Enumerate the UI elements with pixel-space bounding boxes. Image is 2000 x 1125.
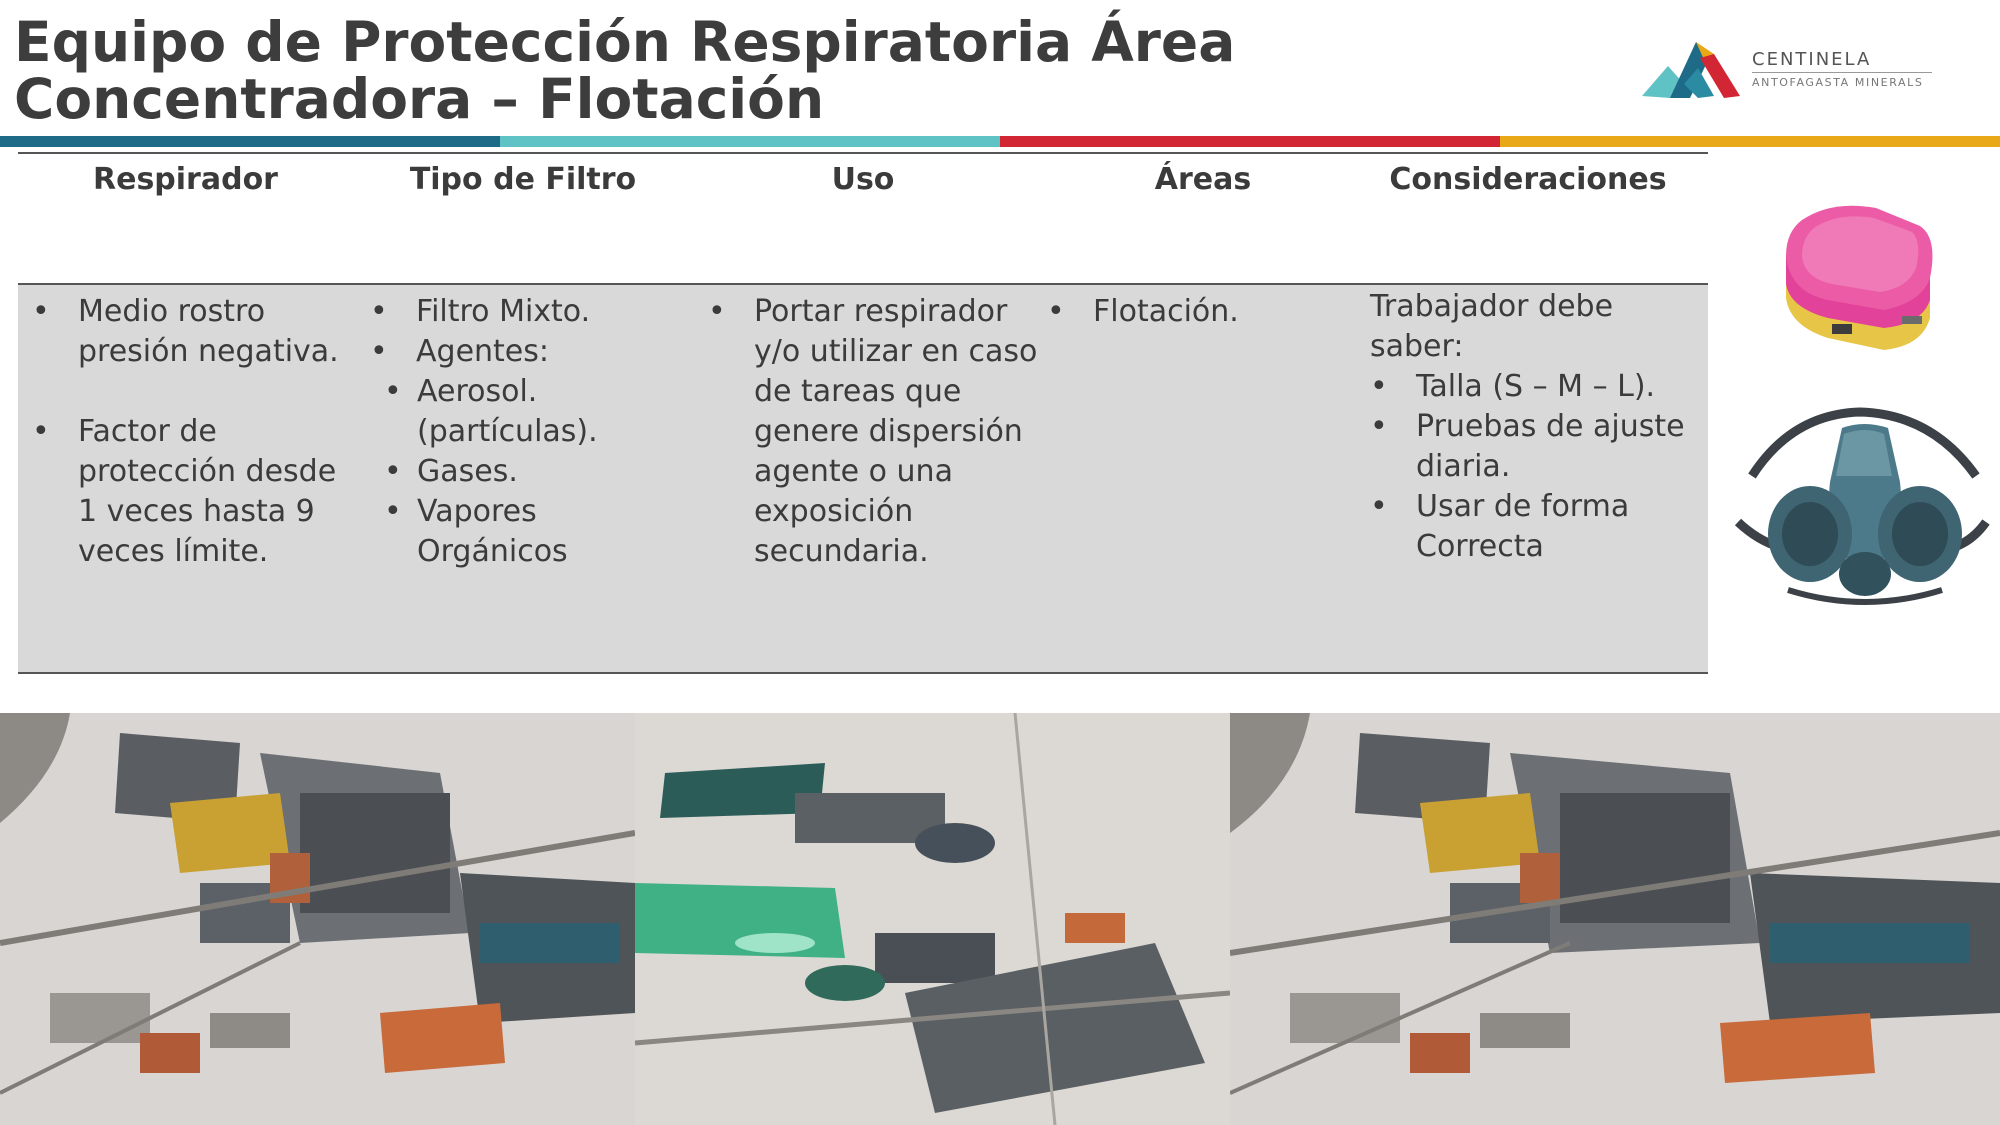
- header-uso: Uso: [831, 162, 895, 197]
- color-bar-red: [1000, 136, 1500, 147]
- logo-subtitle: ANTOFAGASTA MINERALS: [1752, 72, 1932, 89]
- table-top-rule: [18, 152, 1708, 154]
- cell-uso: [708, 292, 1043, 572]
- list-item: • Portar respirador y/o utilizar en caso de tareas que genere dispersión agente o una exposición secundaria.: [708, 292, 1043, 572]
- filter-cartridge-image: [1772, 198, 1944, 356]
- cell-tipo-filtro: [370, 292, 690, 572]
- list-item: • Gases.: [384, 452, 690, 492]
- logo-mark-icon: [1640, 38, 1745, 102]
- list-item: • Usar de forma Correcta: [1370, 487, 1704, 567]
- aerial-plant-photo: [1230, 713, 2000, 1125]
- color-bar-aqua: [500, 136, 1000, 147]
- plant-photos: [0, 713, 2000, 1125]
- color-bar-teal: [0, 136, 500, 147]
- list-item: • Flotación.: [1047, 292, 1367, 332]
- cell-consideraciones: [1370, 287, 1704, 567]
- consideraciones-intro: Trabajador debe saber:: [1370, 289, 1614, 364]
- list-item: • Filtro Mixto.: [370, 292, 690, 332]
- cell-areas: [1047, 292, 1367, 332]
- list-item: • Medio rostro presión negativa.: [32, 292, 352, 372]
- color-bar-yellow: [1500, 136, 2000, 147]
- centinela-logo: [1640, 38, 1940, 104]
- header-respirador: Respirador: [93, 162, 278, 197]
- list-item: • Aerosol. (partículas).: [384, 372, 690, 452]
- header-consideraciones: Consideraciones: [1389, 162, 1667, 197]
- ppe-table: [18, 152, 1708, 674]
- list-item: • Vapores Orgánicos: [384, 492, 690, 572]
- logo-brand: CENTINELA: [1752, 49, 1872, 70]
- list-item: • Talla (S – M – L).: [1370, 367, 1704, 407]
- header-tipo-filtro: Tipo de Filtro: [409, 162, 637, 197]
- list-item: • Factor de protección desde 1 veces hasta 9 veces límite.: [32, 412, 352, 572]
- list-item: • Pruebas de ajuste diaria.: [1370, 407, 1704, 487]
- page-title: Equipo de Protección Respiratoria Área Concentradora – Flotación: [14, 10, 1236, 131]
- table-bottom-rule: [18, 672, 1708, 674]
- cell-respirador: [32, 292, 352, 572]
- color-bar: [0, 136, 2000, 147]
- list-item: • Agentes:: [370, 332, 690, 372]
- aerial-plant-photo: [0, 713, 635, 1125]
- table-header-rule: [18, 283, 1708, 285]
- aerial-ponds-photo: [635, 713, 1230, 1125]
- half-face-respirator-image: [1732, 404, 1994, 616]
- header-areas: Áreas: [1154, 162, 1252, 197]
